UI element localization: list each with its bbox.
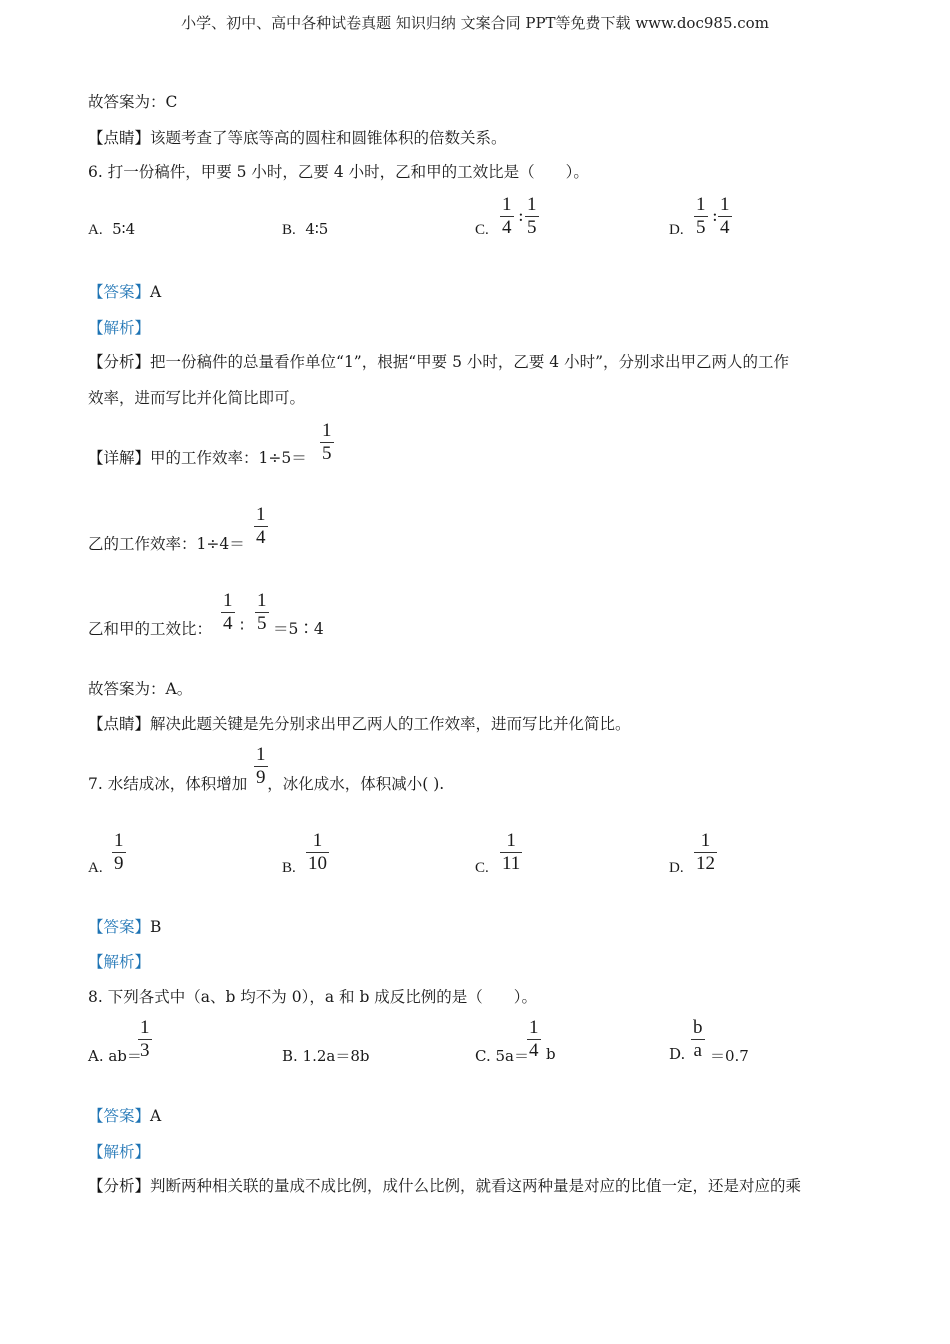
numerator: 1 xyxy=(506,830,516,851)
numerator: 1 xyxy=(257,590,267,611)
dianjing-text: 解决此题关键是先分别求出甲乙两人的工作效率，进而写比并化简比。 xyxy=(150,715,631,733)
option-label: D. xyxy=(669,222,684,238)
q7-d-fraction xyxy=(694,830,717,875)
denominator: 10 xyxy=(308,853,327,874)
q7-option-b[interactable] xyxy=(282,858,296,877)
numerator: b xyxy=(693,1017,703,1038)
numerator: 1 xyxy=(720,194,730,215)
answer-value: A xyxy=(150,1107,162,1125)
option-text: D. xyxy=(669,1045,686,1063)
q6-step1-fraction xyxy=(320,420,334,465)
q8-c-after: b xyxy=(546,1045,556,1063)
denominator: 4 xyxy=(223,613,233,634)
answer-tag: 【答案】 xyxy=(88,283,151,301)
option-label: D. xyxy=(669,860,684,876)
q6-step3-fraction-1 xyxy=(221,590,235,635)
q7-answer xyxy=(88,915,161,937)
q6-conclusion: 故答案为：A。 xyxy=(88,680,193,698)
q7-a-fraction xyxy=(112,830,126,875)
q6-step2: 乙的工作效率：1÷4＝ xyxy=(88,535,245,553)
numerator: 1 xyxy=(502,194,512,215)
q7-stem-fraction xyxy=(254,744,268,789)
q8-answer xyxy=(88,1104,161,1126)
q6-option-b[interactable] xyxy=(282,220,328,239)
option-text: 4∶5 xyxy=(305,220,329,238)
xiangjie-tag: 【详解】 xyxy=(88,449,151,467)
q6-d-fraction-1 xyxy=(694,194,708,239)
denominator: 4 xyxy=(529,1040,539,1061)
q6-step3: 乙和甲的工效比： xyxy=(88,620,213,638)
denominator: 9 xyxy=(256,767,266,788)
denominator: 12 xyxy=(696,853,715,874)
numerator: 1 xyxy=(700,830,711,851)
q6-stem: 6. 打一份稿件，甲要 5 小时，乙要 4 小时，乙和甲的工效比是（ ）。 xyxy=(88,163,589,181)
stem-before: 7. 水结成冰，体积增加 xyxy=(88,775,248,793)
denominator: 5 xyxy=(696,217,706,238)
q6-dianjing xyxy=(88,712,631,734)
option-label: A. xyxy=(88,222,103,238)
denominator: 9 xyxy=(114,853,124,874)
denominator: 4 xyxy=(720,217,730,238)
denominator: a xyxy=(691,1039,705,1062)
q6-answer xyxy=(88,280,161,302)
q6-step3-fraction-2 xyxy=(255,590,269,635)
denominator: 5 xyxy=(527,217,537,238)
q6-step1 xyxy=(88,446,307,468)
q6-option-c[interactable] xyxy=(475,220,489,239)
numerator: 1 xyxy=(322,420,332,441)
answer-value: A xyxy=(150,283,162,301)
option-label: C. xyxy=(475,860,489,876)
q6-d-fraction-2 xyxy=(718,194,732,239)
fenxi-text: 判断两种相关联的量成不成比例，成什么比例，就看这两种量是对应的比值一定，还是对应的乘 xyxy=(150,1177,802,1195)
q6-fenxi-line1 xyxy=(88,350,789,372)
option-text: A. ab＝ xyxy=(88,1047,142,1065)
q8-c-fraction xyxy=(527,1017,541,1062)
numerator: 1 xyxy=(256,744,266,765)
step1-text: 甲的工作效率：1÷5＝ xyxy=(150,449,307,467)
fenxi-tag: 【分析】 xyxy=(88,353,151,371)
q8-fenxi-line1 xyxy=(88,1174,801,1196)
q6-c-fraction-2 xyxy=(525,194,539,239)
q6-fenxi-line2: 效率，进而写比并化简比即可。 xyxy=(88,389,306,407)
denominator: 3 xyxy=(140,1040,150,1061)
q5-conclusion: 故答案为：C xyxy=(88,93,178,111)
q6-c-colon: : xyxy=(518,206,524,226)
q7-jiexi-tag: 【解析】 xyxy=(88,953,151,971)
q8-a-fraction xyxy=(138,1017,152,1062)
q8-d-after: ＝0.7 xyxy=(710,1047,749,1065)
option-label: B. xyxy=(282,860,296,876)
q6-c-fraction-1 xyxy=(500,194,514,239)
q7-c-fraction xyxy=(500,830,522,875)
answer-tag: 【答案】 xyxy=(88,1107,151,1125)
numerator: 1 xyxy=(696,194,706,215)
numerator: 1 xyxy=(527,194,537,215)
q6-step3-colon: ∶ xyxy=(240,617,245,635)
stem-after: ，冰化成水，体积减小( ). xyxy=(267,775,445,793)
option-text: C. 5a＝ xyxy=(475,1047,529,1065)
q6-step3-result: ＝5∶4 xyxy=(273,620,324,638)
q7-option-c[interactable] xyxy=(475,858,489,877)
denominator: 4 xyxy=(256,527,266,548)
q5-dianjing xyxy=(88,126,507,148)
option-text: 5∶4 xyxy=(112,220,136,238)
q8-option-c[interactable] xyxy=(475,1045,529,1066)
denominator: 5 xyxy=(257,613,267,634)
numerator: 1 xyxy=(140,1017,150,1038)
q7-option-d[interactable] xyxy=(669,858,684,877)
q8-stem: 8. 下列各式中（a、b 均不为 0），a 和 b 成反比例的是（ ）。 xyxy=(88,988,538,1006)
numerator: 1 xyxy=(312,830,323,851)
denominator: 4 xyxy=(502,217,512,238)
denominator: 11 xyxy=(502,853,521,874)
q8-option-a[interactable] xyxy=(88,1045,142,1066)
numerator: 1 xyxy=(223,590,233,611)
denominator: 5 xyxy=(322,443,332,464)
q8-d-fraction xyxy=(691,1017,705,1062)
fenxi-tag: 【分析】 xyxy=(88,1177,151,1195)
q7-b-fraction xyxy=(306,830,329,875)
q8-option-d[interactable] xyxy=(669,1045,685,1063)
answer-value: B xyxy=(150,918,162,936)
dianjing-tag: 【点睛】 xyxy=(88,129,151,147)
option-label: C. xyxy=(475,222,489,238)
q6-jiexi-tag: 【解析】 xyxy=(88,319,151,337)
q6-step2-fraction xyxy=(254,504,268,549)
q6-option-a[interactable] xyxy=(88,220,135,239)
answer-tag: 【答案】 xyxy=(88,918,151,936)
q6-option-d[interactable] xyxy=(669,220,684,239)
option-text: B. 1.2a＝8b xyxy=(282,1047,370,1065)
option-label: A. xyxy=(88,860,103,876)
fenxi-text: 把一份稿件的总量看作单位“1”，根据“甲要 5 小时，乙要 4 小时”，分别求出甲乙两人的工作 xyxy=(150,353,790,371)
numerator: 1 xyxy=(256,504,266,525)
numerator: 1 xyxy=(114,830,124,851)
option-label: B. xyxy=(282,222,296,238)
q8-option-b[interactable] xyxy=(282,1045,370,1066)
q7-option-a[interactable] xyxy=(88,858,103,877)
page-header: 小学、初中、高中各种试卷真题 知识归纳 文案合同 PPT等免费下载 www.doc985.com xyxy=(181,14,769,32)
dianjing-text: 该题考查了等底等高的圆柱和圆锥体积的倍数关系。 xyxy=(150,129,507,147)
q6-d-colon: : xyxy=(712,206,718,226)
q8-jiexi-tag: 【解析】 xyxy=(88,1143,151,1161)
numerator: 1 xyxy=(529,1017,539,1038)
dianjing-tag: 【点睛】 xyxy=(88,715,151,733)
